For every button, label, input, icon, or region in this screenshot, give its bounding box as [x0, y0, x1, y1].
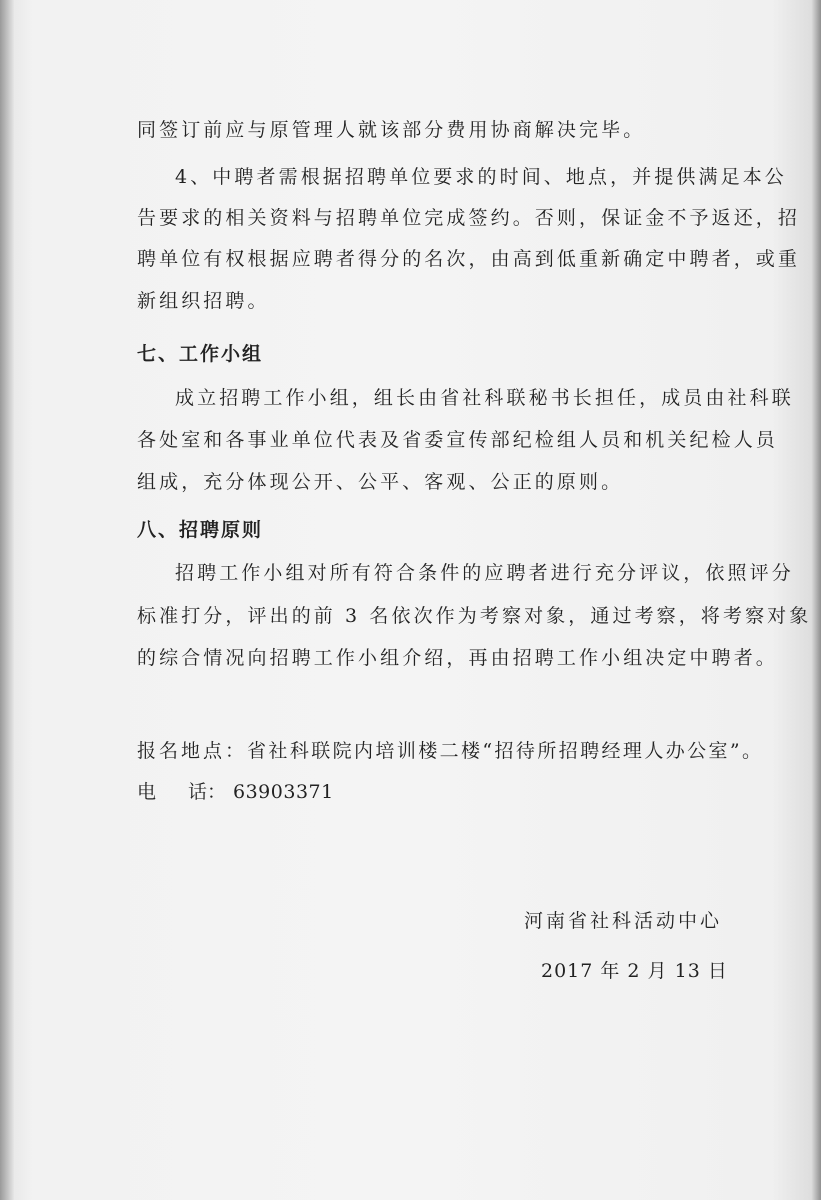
continuation-line: 同签订前应与原管理人就该部分费用协商解决完毕。	[137, 119, 646, 141]
section7-heading: 七、工作小组	[137, 343, 264, 365]
item4-line-3: 聘单位有权根据应聘者得分的名次，由高到低重新确定中聘者，或重	[137, 248, 801, 270]
section8-line-1: 招聘工作小组对所有符合条件的应聘者进行充分评议，依照评分	[175, 562, 794, 584]
registration-phone	[137, 779, 334, 805]
section7-line-2: 各处室和各事业单位代表及省委宣传部纪检组人员和机关纪检人员	[137, 429, 778, 451]
section8-line-2: 标准打分，评出的前 3 名依次作为考察对象，通过考察，将考察对象	[137, 605, 812, 627]
phone-label	[137, 779, 233, 805]
page-edge-left	[0, 0, 14, 1200]
section7-line-3: 组成，充分体现公开、公平、客观、公正的原则。	[137, 471, 624, 493]
item4-line-2: 告要求的相关资料与招聘单位完成签约。否则，保证金不予返还，招	[137, 207, 801, 229]
registration-location	[137, 738, 763, 764]
phone-label-char2: 话：	[188, 781, 227, 803]
section8-line-3: 的综合情况向招聘工作小组介绍，再由招聘工作小组决定中聘者。	[137, 647, 778, 669]
item4-line-1: 4、中聘者需根据招聘单位要求的时间、地点，并提供满足本公	[175, 166, 787, 188]
signature-date: 2017 年 2 月 13 日	[541, 960, 728, 982]
section8-heading: 八、招聘原则	[137, 519, 264, 541]
page-edge-right	[811, 0, 821, 1200]
signature-organization: 河南省社科活动中心	[524, 910, 723, 932]
location-label: 报名地点：	[137, 740, 248, 762]
location-value: 省社科联院内培训楼二楼“招待所招聘经理人办公室”。	[247, 740, 764, 762]
phone-number: 63903371	[233, 781, 334, 803]
phone-label-char1: 电	[137, 781, 157, 803]
item4-line-4: 新组织招聘。	[137, 290, 270, 312]
section7-line-1: 成立招聘工作小组，组长由省社科联秘书长担任，成员由社科联	[175, 387, 794, 409]
